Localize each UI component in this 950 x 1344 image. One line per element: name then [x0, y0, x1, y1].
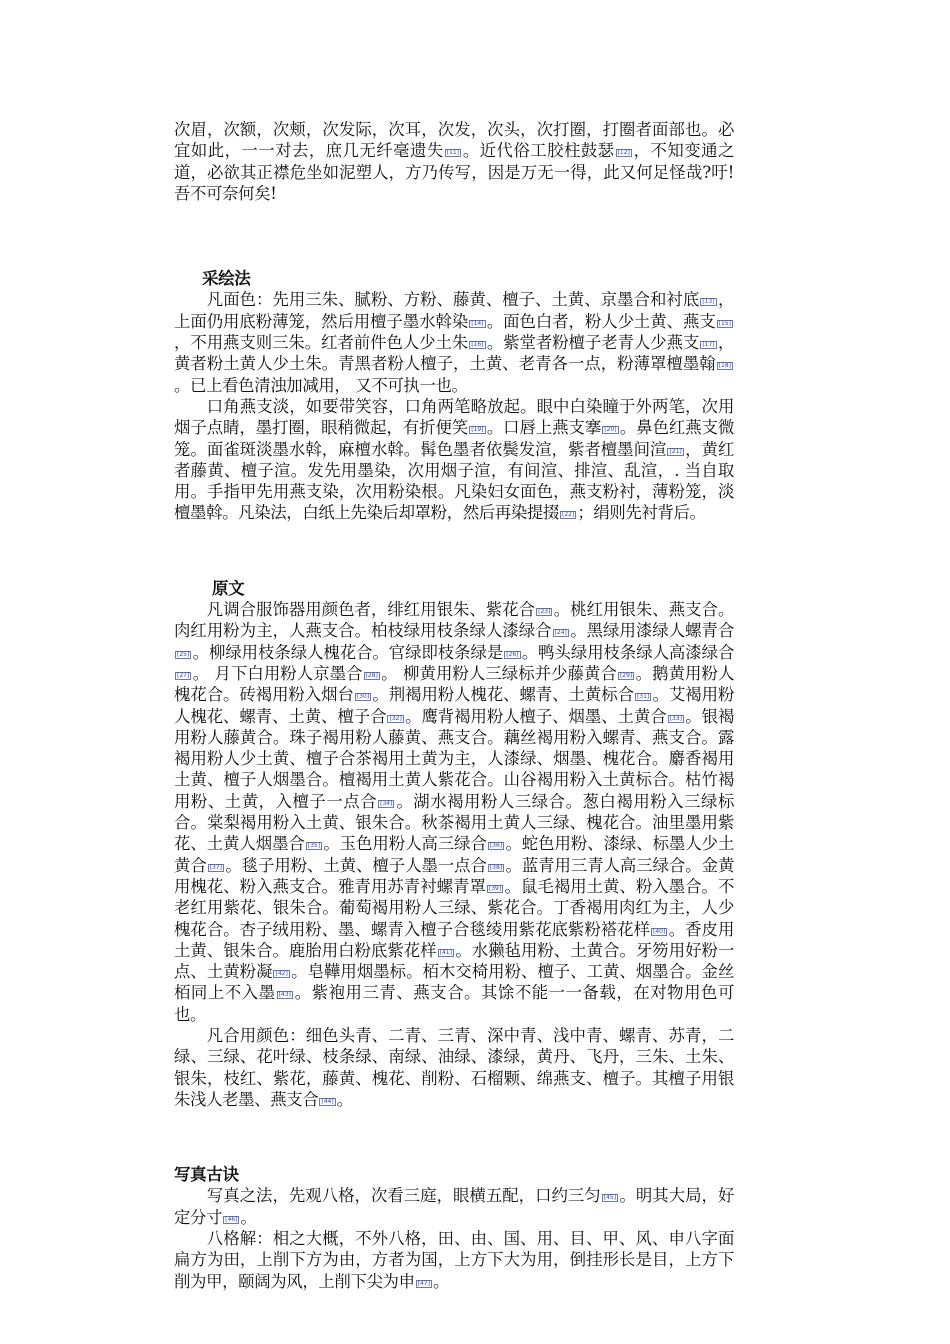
footnote-ref[interactable]: [42]	[275, 970, 288, 978]
footnote-ref[interactable]: [11]	[446, 149, 460, 157]
paragraph-xiezhen-1: 写真之法，先观八格，次看三庭，眼横五配，口约三匀 [45] 。明其大局，好定分寸 [46] 。	[174, 1186, 734, 1227]
footnote-ref[interactable]: [40]	[653, 927, 666, 935]
footnote-ref[interactable]: [32]	[389, 714, 402, 722]
paragraph-caihui-2: 口角燕支淡，如要带笑容，口角两笔略放起。眼中白染瞳于外两笔，次用烟子点睛，墨打圈，眼稍微起，有折便笑 [19] 。口唇上燕支搴 [20] 。鼻色红燕支微笼。面雀斑淡墨水斡，麻檀水斡。髯色墨者依鬓发渲，紫者檀墨间渲 [21] ，黄红者藤黄、檀子渲。发先用墨染，次用烟子渲，有间渲、排渲、乱渲，. 当自取用。手指甲先用燕支染，次用粉染根。凡染妇女面色，燕支粉衬，薄粉笼，淡檀墨斡。凡染法，白纸上先染后却罩粉，然后再染提掇 [22] ；绢则先衬背后。	[174, 396, 735, 523]
footnote-ref[interactable]: [14]	[471, 319, 484, 327]
footnote-ref[interactable]: [26]	[506, 650, 519, 658]
footnote-ref[interactable]: [44]	[321, 1097, 334, 1105]
footnote-ref[interactable]: [27]	[177, 671, 190, 679]
footnote-ref[interactable]: [41]	[439, 948, 452, 956]
footnote-ref[interactable]: [15]	[718, 319, 731, 327]
footnote-ref[interactable]: [16]	[471, 341, 484, 349]
paragraph-intro: 次眉，次额，次颊，次发际，次耳，次发，次头，次打圈，打圈者面部也。必宜如此，一一对去，庶几无纤毫遗失 [11] 。近代俗工胶柱鼓瑟 [12] ，不知变通之道，必欲其正襟危坐如泥塑人，方乃传写，因是万无一得，此又何足怪哉?吁!吾不可奈何矣!	[174, 120, 734, 203]
footnote-ref[interactable]: [34]	[380, 799, 393, 807]
footnote-ref[interactable]: [24]	[554, 629, 567, 637]
footnote-ref[interactable]: [13]	[702, 298, 715, 306]
footnote-ref[interactable]: [25]	[177, 650, 190, 658]
footnote-ref[interactable]: [47]	[417, 1279, 430, 1287]
footnote-ref[interactable]: [28]	[365, 671, 378, 679]
footnote-ref[interactable]: [30]	[356, 693, 370, 701]
paragraph-yuanwen-2: 凡合用颜色：细色头青、二青、三青、深中青、浅中青、螺青、苏青，二绿、三绿、花叶绿、枝条绿、南绿、油绿、漆绿，黄丹、飞丹，三朱、土朱、银朱，枝红、紫花，藤黄、槐花、削粉、石榴颗、绵燕支、檀子。其檀子用银朱浅人老墨、燕支合 [44] 。	[174, 1025, 734, 1109]
footnote-ref[interactable]: [20]	[604, 426, 617, 434]
footnote-ref[interactable]: [22]	[561, 511, 575, 519]
section-heading-caihui: 采绘法	[202, 269, 251, 289]
paragraph-caihui-1: 凡面色：先用三朱、腻粉、方粉、藤黄、檀子、土黄、京墨合和衬底 [13] ，上面仍用底粉薄笼，然后用檀子墨水斡染 [14] 。面色白者，粉人少土黄、燕支 [15]，不用燕支则三朱。红者前件色人少土朱 [16] 。紫堂者粉檀子老青人少燕支 [17] ，黄者粉土黄人少土朱。青黑者粉人檀子，土黄、老青各一点，粉薄罩檀墨翰 [18]。已上看色清浊加减用， 又不可执一也。	[174, 290, 735, 395]
footnote-ref[interactable]: [19]	[471, 426, 484, 434]
footnote-ref[interactable]: [17]	[702, 341, 715, 349]
spacer	[174, 204, 734, 268]
footnote-ref[interactable]: [43]	[278, 991, 291, 999]
paragraph-yuanwen-1: 凡调合服饰器用颜色者，绯红用银朱、紫花合 [23] 。桃红用银朱、燕支合。肉红用粉为主，人燕支合。柏枝绿用枝条绿人漆绿合 [24] 。黑绿用漆绿人螺青合[25] 。柳绿用枝条绿人槐花合。官绿即枝条绿是 [26] 。鸭头绿用枝条绿人高漆绿合[27] 。 月下白用粉人京墨合 [28] 。 柳黄用粉人三绿标并少藤黄合 [29] 。鹅黄用粉人槐花合。砖褐用粉入烟台 [30] 。荆褐用粉人槐花、螺青、土黄标合 [31] 。艾褐用粉人槐花、螺青、土黄、檀子合 [32] 。鹰背褐用粉人檀子、烟墨、土黄合 [33] 。银褐用粉人藤黄合。珠子褐用粉人藤黄、燕支合。藕丝褐用粉入螺青、燕支合。露褐用粉人少土黄、檀子合茶褐用土黄为主，人漆绿、烟墨、槐花合。麝香褐用土黄、檀子人烟墨合。檀褐用土黄人紫花合。山谷褐用粉入土黄标合。枯竹褐用粉、土黄，入檀子一点合 [34] 。湖水褐用粉人三绿合。葱白褐用粉入三绿标合。棠梨褐用粉入土黄、银朱合。秋茶褐用土黄人三绿、槐花合。油里墨用紫花、土黄人烟墨合 [35] 。玉色用粉人高三绿合 [36] 。蛇色用粉、漆绿、标墨人少土黄合 [37] 。毯子用粉、土黄、檀子人墨一点合 [38] 。蓝青用三青人高三绿合。金黄用槐花、粉入燕支合。雅青用苏青衬螺青罩 [39] 。鼠毛褐用土黄、粉入墨合。不老红用紫花、银朱合。葡萄褐用粉人三绿、紫花合。丁香褐用肉红为主，人少槐花合。杏子绒用粉、墨、螺青入檀子合毯绫用紫花底紫粉褡花样 [40] 。香皮用土黄、银朱合。鹿胎用白粉底紫花样 [41] 。水獭毡用粉、土黄合。牙笏用好粉一点、土黄粉凝 [42] 。皂鞾用烟墨标。栢木交椅用粉、檀子、工黄、烟墨合。金丝栢同上不入墨 [43] 。紫袍用三青、燕支合。其馀不能一一备载，在对物用色可也。	[174, 600, 735, 1024]
footnote-ref[interactable]: [33]	[669, 714, 682, 722]
footnote-ref[interactable]: [39]	[488, 884, 502, 892]
footnote-ref[interactable]: [46]	[225, 1215, 238, 1223]
footnote-ref[interactable]: [37]	[209, 863, 223, 871]
paragraph-xiezhen-2: 八格解：相之大概，不外八格，田、由、国、用、目、甲、风、申八字面扁方为田，上削下方为由，方者为国，上方下大为用，倒挂形长是目，上方下削为甲，颐阔为风，上削下尖为申 [47] 。	[174, 1229, 734, 1291]
document-page	[174, 119, 734, 1292]
footnote-ref[interactable]: [23]	[538, 608, 551, 616]
footnote-ref[interactable]: [35]	[307, 842, 321, 850]
footnote-ref[interactable]: [18]	[718, 362, 731, 370]
footnote-ref[interactable]: [29]	[619, 671, 633, 679]
footnote-ref[interactable]: [12]	[617, 149, 630, 157]
footnote-ref[interactable]: [21]	[669, 447, 682, 455]
section-heading-xiezhen: 写真古诀	[174, 1165, 239, 1185]
footnote-ref[interactable]: [36]	[489, 842, 503, 850]
spacer	[174, 1110, 734, 1164]
footnote-ref[interactable]: [38]	[489, 863, 503, 871]
section-heading-yuanwen: 原文	[212, 578, 245, 598]
spacer	[174, 524, 734, 578]
footnote-ref[interactable]: [45]	[603, 1194, 617, 1202]
footnote-ref[interactable]: [31]	[636, 693, 650, 701]
